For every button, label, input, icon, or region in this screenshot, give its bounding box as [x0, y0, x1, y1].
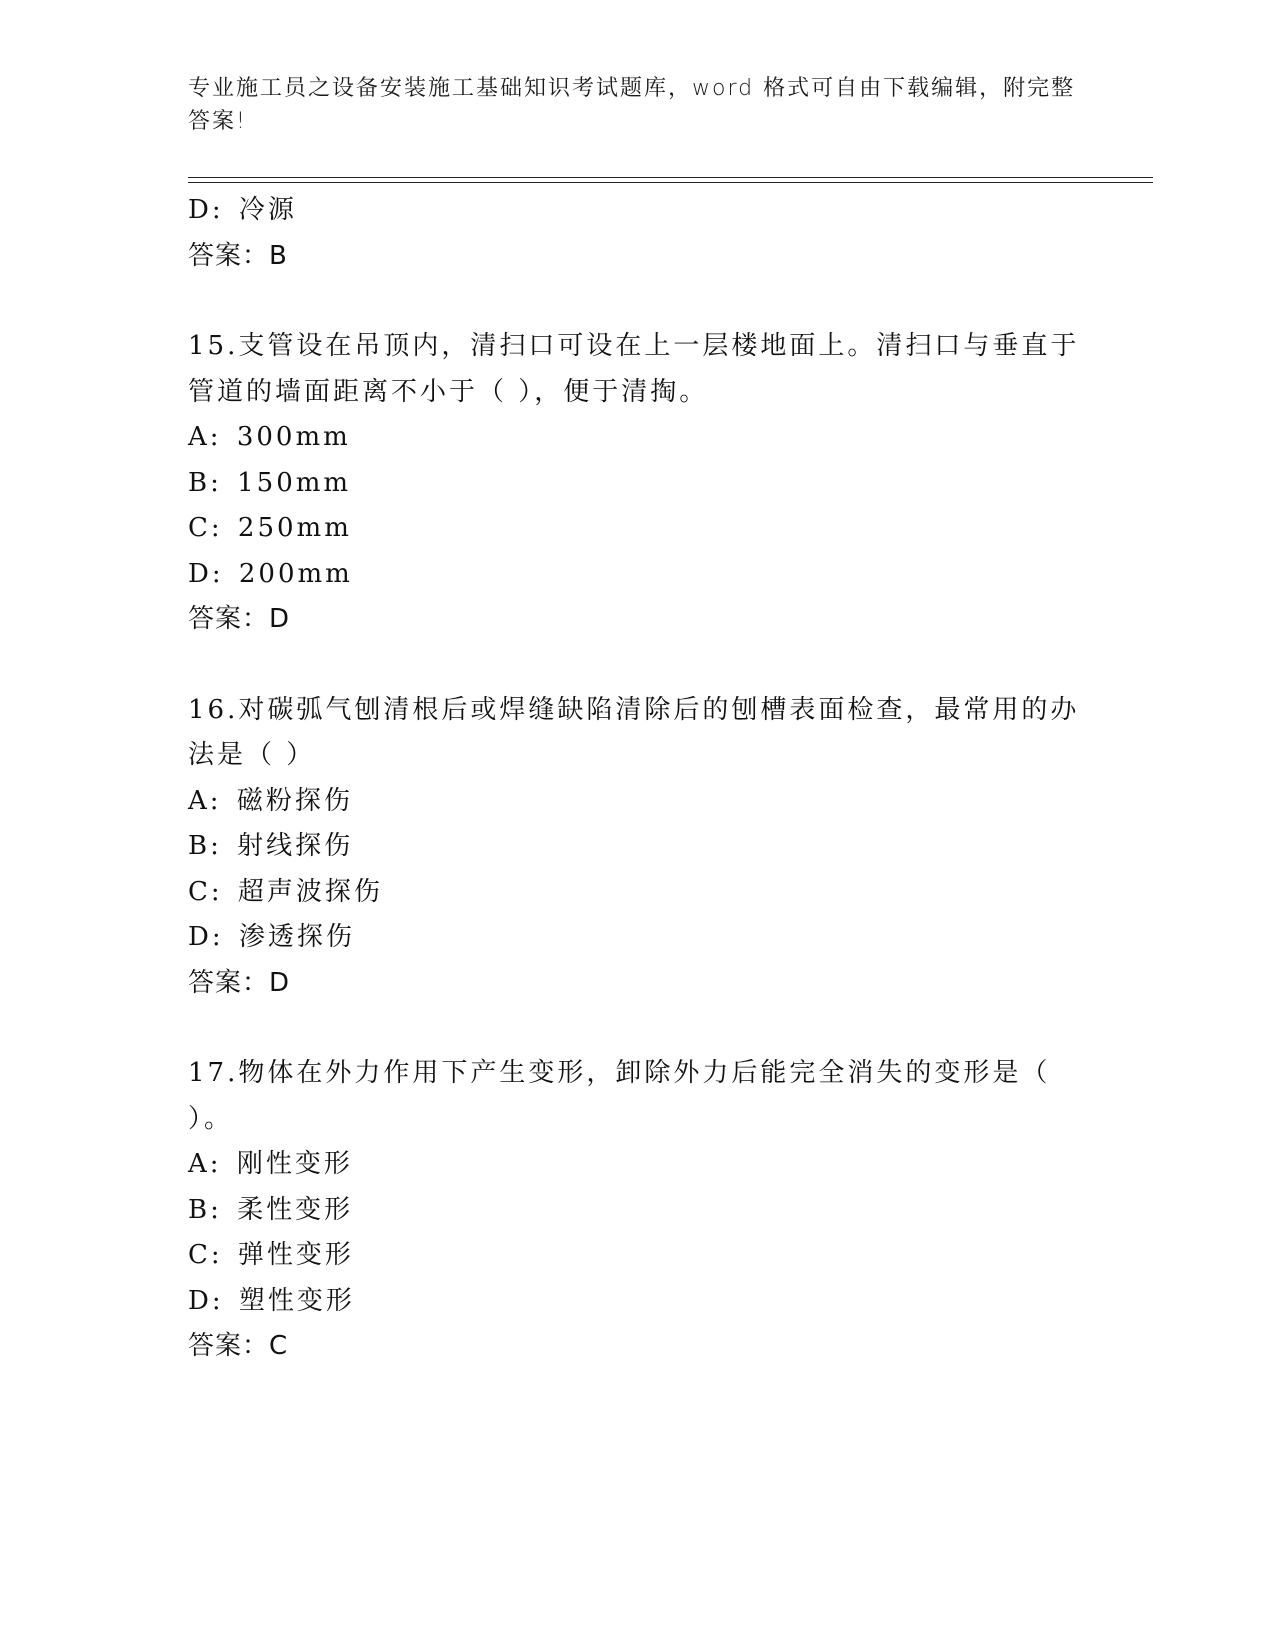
option-letter: C:: [188, 513, 223, 543]
option-item: [188, 461, 1088, 507]
option-text: 250mm: [237, 513, 352, 543]
answer-line: 答案：D: [188, 967, 291, 998]
option-letter: C:: [188, 876, 223, 907]
header-rule-bottom: [188, 182, 1153, 183]
answer-line: 答案：D: [188, 604, 291, 634]
option-text: 200mm: [238, 558, 353, 589]
page-header: 专业施工员之设备安装施工基础知识考试题库，word 格式可自由下载编辑，附完整答案!: [188, 76, 1076, 134]
option-letter: D:: [188, 922, 224, 952]
option-item: [188, 552, 1088, 598]
option-letter: A:: [188, 422, 222, 452]
option-item: [188, 870, 1088, 916]
option-text: 刚性变形: [236, 1149, 353, 1179]
option-letter: B:: [188, 1194, 222, 1225]
carryover-answer: 答案：B: [188, 240, 288, 271]
option-text: 渗透探伤: [238, 922, 355, 952]
option-text: 超声波探伤: [237, 876, 383, 907]
option-text: 磁粉探伤: [236, 785, 353, 816]
option-item: [188, 415, 1088, 461]
carryover-option: [188, 188, 1088, 234]
option-letter: C:: [188, 1240, 223, 1270]
option-text: 弹性变形: [237, 1240, 354, 1270]
option-item: [188, 1279, 1088, 1325]
header-rule-top: [188, 177, 1153, 178]
option-letter: D:: [188, 558, 224, 589]
question-stem: 16.对碳弧气刨清根后或焊缝缺陷清除后的刨槽表面检查，最常用的办法是（ ）: [188, 694, 1080, 770]
question-list: [188, 188, 1088, 1370]
option-letter: B:: [188, 467, 222, 498]
option-item: [188, 1233, 1088, 1279]
option-letter: A:: [188, 785, 222, 816]
option-item: [188, 1188, 1088, 1234]
option-item: [188, 824, 1088, 870]
option-text: 300mm: [236, 422, 351, 452]
option-item: [188, 779, 1088, 825]
option-letter: D:: [188, 195, 224, 225]
option-text: 柔性变形: [237, 1194, 354, 1225]
option-letter: D:: [188, 1285, 224, 1316]
option-item: [188, 506, 1088, 552]
option-letter: A:: [188, 1149, 222, 1179]
question-stem: 17.物体在外力作用下产生变形，卸除外力后能完全消失的变形是（ ）。: [188, 1058, 1051, 1134]
option-text: 150mm: [237, 467, 352, 498]
answer-line: 答案：C: [188, 1331, 289, 1361]
question-stem: 15.支管设在吊顶内，清扫口可设在上一层楼地面上。清扫口与垂直于管道的墙面距离不小于（ ），便于清掏。: [188, 331, 1080, 407]
option-text: 冷源: [238, 195, 297, 225]
option-text: 塑性变形: [238, 1285, 355, 1316]
option-item: [188, 1142, 1088, 1188]
option-letter: B:: [188, 831, 222, 861]
option-text: 射线探伤: [237, 831, 354, 861]
option-item: [188, 915, 1088, 961]
